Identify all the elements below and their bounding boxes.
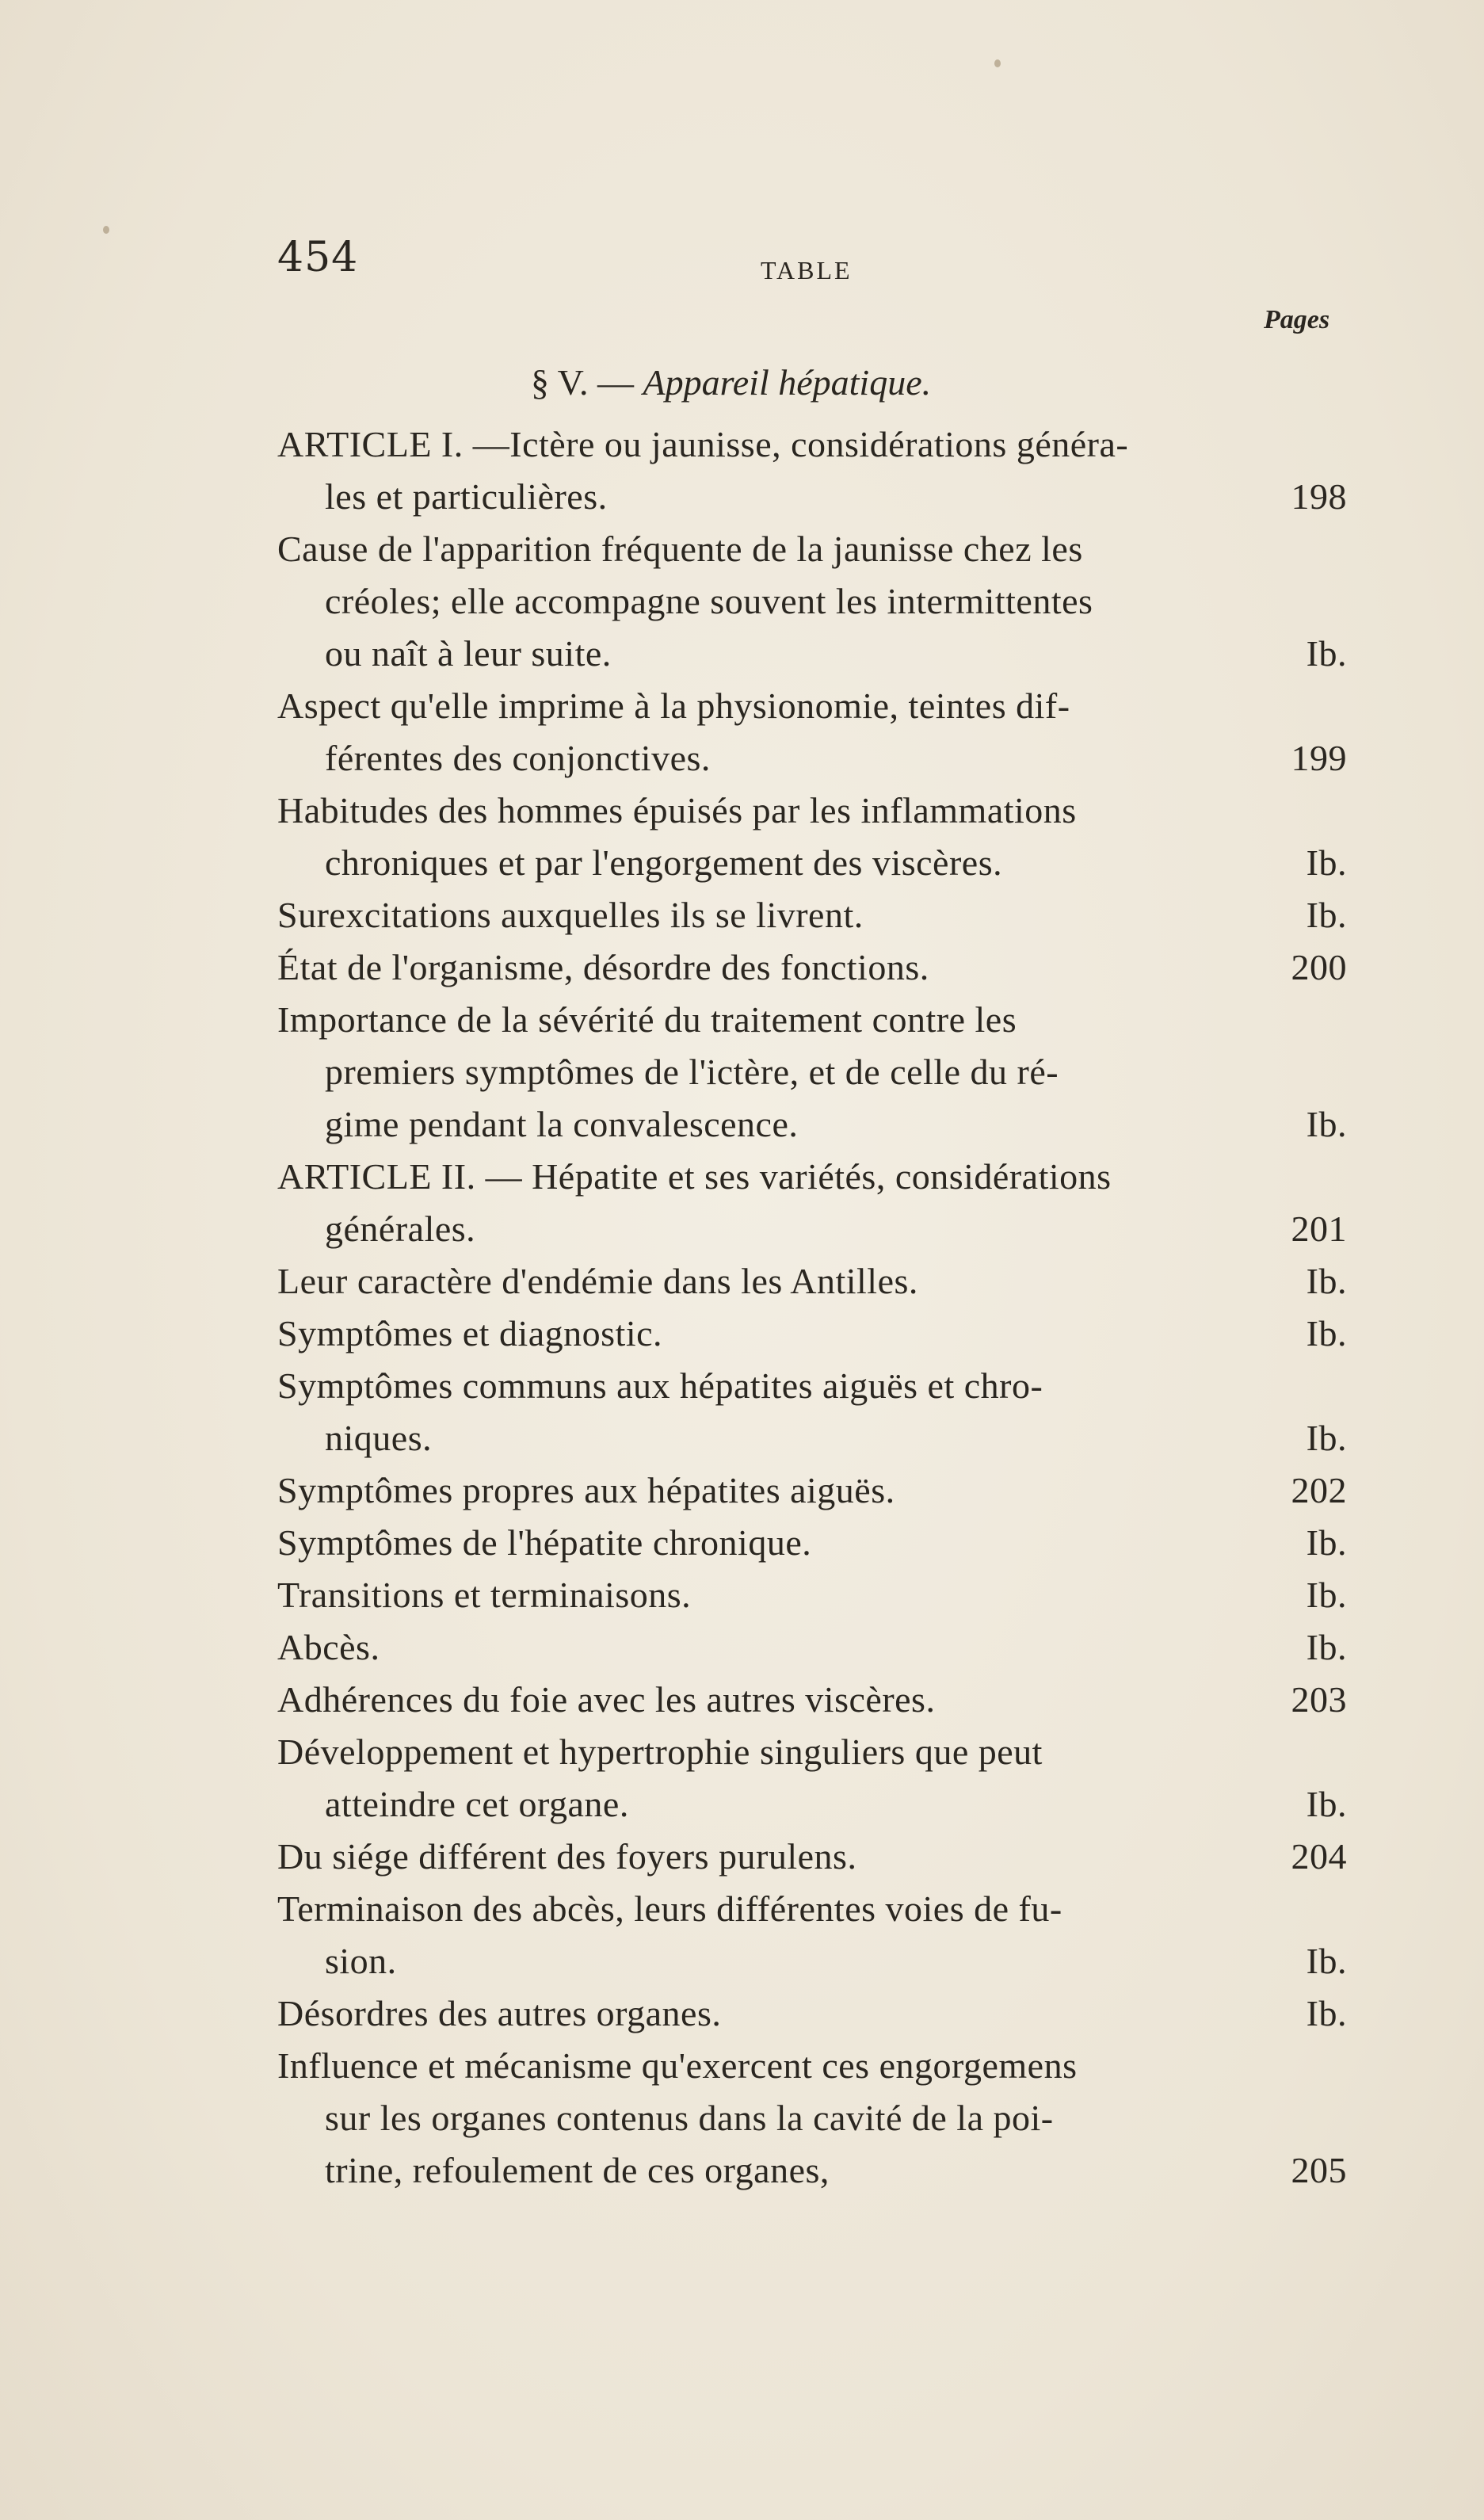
- toc-page-reference: Ib.: [1306, 1993, 1347, 2033]
- toc-page-reference: 201: [1291, 1208, 1347, 1249]
- toc-entry: [277, 1255, 1347, 1308]
- toc-entry-line: Transitions et terminaisons. Ib.: [277, 1569, 1347, 1621]
- toc-entry-line: Cause de l'apparition fréquente de la jaunisse chez les: [277, 529, 1083, 569]
- toc-entry: [277, 1464, 1347, 1517]
- toc-entry-line: atteindre cet organe. Ib.: [277, 1778, 1347, 1831]
- toc-entry-line: trine, refoulement de ces organes, 205: [277, 2144, 1347, 2197]
- toc-entry: [277, 680, 1347, 785]
- toc-entry-line: créoles; elle accompagne souvent les intermittentes: [325, 581, 1093, 621]
- toc-entry-line: Symptômes de l'hépatite chronique. Ib.: [277, 1517, 1347, 1569]
- toc-entry: [277, 1151, 1347, 1255]
- toc-entry-line: générales. 201: [277, 1203, 1347, 1255]
- toc-entry-line: Habitudes des hommes épuisés par les inflammations: [277, 790, 1077, 830]
- toc-entry-line: chroniques et par l'engorgement des viscères. Ib.: [277, 837, 1347, 889]
- toc-entry-line: premiers symptômes de l'ictère, et de celle du ré-: [325, 1052, 1059, 1092]
- toc-entry: [277, 523, 1347, 680]
- toc-entry: [277, 1621, 1347, 1674]
- toc-entry-line: Symptômes propres aux hépatites aiguës. 202: [277, 1464, 1347, 1517]
- toc-page-reference: Ib.: [1306, 1575, 1347, 1615]
- toc-page-reference: Ib.: [1306, 1522, 1347, 1563]
- page-header: [277, 234, 1347, 289]
- toc-page-reference: 203: [1291, 1679, 1347, 1720]
- toc-page-reference: Ib.: [1306, 895, 1347, 935]
- section-heading: [531, 361, 931, 403]
- toc-entry-line: Abcès. Ib.: [277, 1621, 1347, 1674]
- ink-speck: [994, 59, 1001, 67]
- toc-entry: [277, 2040, 1347, 2197]
- toc-page-reference: 205: [1291, 2150, 1347, 2190]
- toc-entry-line: Symptômes et diagnostic. Ib.: [277, 1308, 1347, 1360]
- table-of-contents-entries: [277, 418, 1347, 2197]
- toc-entry: [277, 1517, 1347, 1569]
- toc-page-reference: Ib.: [1306, 1627, 1347, 1667]
- toc-page-reference: 200: [1291, 947, 1347, 987]
- toc-entry-line: gime pendant la convalescence. Ib.: [277, 1098, 1347, 1151]
- toc-page-reference: Ib.: [1306, 1784, 1347, 1824]
- toc-page-reference: 199: [1291, 738, 1347, 778]
- toc-page-reference: 198: [1291, 476, 1347, 517]
- toc-entry-line: Symptômes communs aux hépatites aiguës et chro-: [277, 1365, 1043, 1406]
- toc-entry-line: Terminaison des abcès, leurs différentes voies de fu-: [277, 1888, 1062, 1929]
- toc-page-reference: Ib.: [1306, 1418, 1347, 1458]
- toc-page-reference: Ib.: [1306, 1941, 1347, 1981]
- toc-entry: [277, 1308, 1347, 1360]
- toc-page-reference: 202: [1291, 1470, 1347, 1510]
- toc-entry: [277, 785, 1347, 889]
- toc-entry: [277, 1360, 1347, 1464]
- pages-column-label: Pages: [1264, 305, 1330, 334]
- toc-entry: [277, 1569, 1347, 1621]
- toc-page-reference: Ib.: [1306, 842, 1347, 883]
- toc-entry: [277, 1831, 1347, 1883]
- section-number: § V. —: [531, 362, 634, 403]
- toc-entry-line: ARTICLE II. — Hépatite et ses variétés, considérations: [277, 1156, 1112, 1197]
- ink-speck: [103, 226, 109, 234]
- toc-entry-line: niques. Ib.: [277, 1412, 1347, 1464]
- toc-entry-line: Surexcitations auxquelles ils se livrent. Ib.: [277, 889, 1347, 941]
- toc-entry-line: Désordres des autres organes. Ib.: [277, 1987, 1347, 2040]
- toc-entry-line: sion. Ib.: [277, 1935, 1347, 1987]
- section-title: Appareil hépatique.: [643, 362, 932, 403]
- toc-entry: [277, 889, 1347, 941]
- toc-entry: [277, 1987, 1347, 2040]
- toc-entry-line: férentes des conjonctives. 199: [277, 732, 1347, 785]
- toc-entry-line: Aspect qu'elle imprime à la physionomie, teintes dif-: [277, 685, 1070, 726]
- toc-entry-line: ARTICLE I. —Ictère ou jaunisse, considérations généra-: [277, 424, 1129, 464]
- toc-entry: [277, 994, 1347, 1151]
- page-number: 454: [277, 234, 359, 281]
- toc-entry-line: Développement et hypertrophie singuliers que peut: [277, 1732, 1043, 1772]
- toc-entry-line: Importance de la sévérité du traitement contre les: [277, 999, 1017, 1040]
- toc-page-reference: 204: [1291, 1836, 1347, 1877]
- toc-entry-line: Leur caractère d'endémie dans les Antilles. Ib.: [277, 1255, 1347, 1308]
- toc-page-reference: Ib.: [1306, 1313, 1347, 1354]
- toc-entry-line: Adhérences du foie avec les autres viscères. 203: [277, 1674, 1347, 1726]
- toc-entry: [277, 1726, 1347, 1831]
- toc-page-reference: Ib.: [1306, 633, 1347, 674]
- toc-entry-line: sur les organes contenus dans la cavité de la poi-: [325, 2098, 1054, 2138]
- toc-page-reference: Ib.: [1306, 1261, 1347, 1301]
- toc-entry: [277, 1674, 1347, 1726]
- toc-entry-line: Du siége différent des foyers purulens. 204: [277, 1831, 1347, 1883]
- toc-entry: [277, 941, 1347, 994]
- running-title: TABLE: [761, 256, 853, 284]
- toc-entry-line: les et particulières. 198: [277, 471, 1347, 523]
- toc-entry: [277, 1883, 1347, 1987]
- toc-entry-line: Influence et mécanisme qu'exercent ces engorgemens: [277, 2045, 1078, 2086]
- toc-entry-line: ou naît à leur suite. Ib.: [277, 628, 1347, 680]
- toc-entry-line: État de l'organisme, désordre des fonctions. 200: [277, 941, 1347, 994]
- toc-entry: [277, 418, 1347, 523]
- toc-page-reference: Ib.: [1306, 1104, 1347, 1144]
